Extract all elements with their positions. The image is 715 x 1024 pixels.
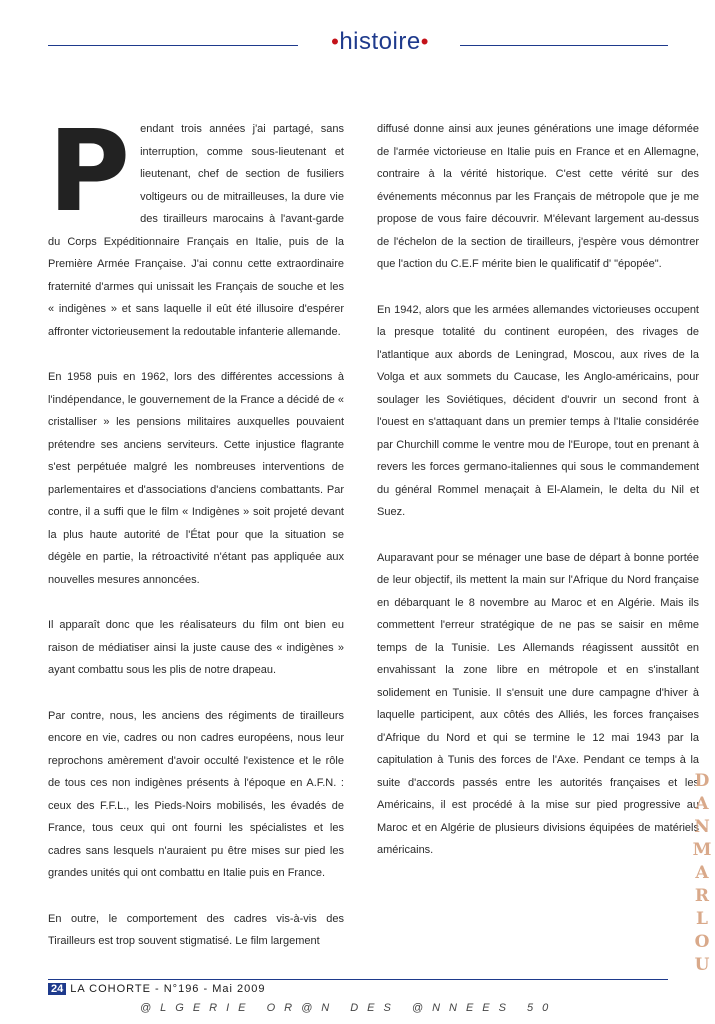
publication-info: LA COHORTE - N°196 - Mai 2009 — [70, 983, 266, 995]
paragraph-4: Par contre, nous, les anciens des régiments de tirailleurs encore en vie, cadres ou non cadres européens, nous leur reprochons amèrement d'avoir occulté l'existence et le rôle de tous ces non indigènes présents à l'époque en A.F.N. : ceux des F.F.L., les Pieds-Noirs mobilisés, les évadés de France, tous ceux qui ont fourni les spécialistes et les cadres sans lesquels n'auraient pu être mises sur pied les grandes unités qui ont combattu en Italie puis en France. — [48, 709, 344, 879]
title-bullet-right: • — [420, 29, 429, 54]
title-bullet-left: • — [331, 29, 340, 54]
header-rule-right — [460, 45, 668, 46]
footer — [48, 983, 265, 995]
paragraph-text: endant trois années j'ai partagé, sans interruption, comme sous-lieutenant et lieutenant, chef de section de fusiliers voltigeurs ou de mitrailleuses, la dure vie des tirailleurs marocains à l'avant-garde du Corps Expéditionnaire Français en Italie, puis de la Première Armée Française. J'ai connu cette extraordinaire fraternité d'armes qui unissait les Français de souche et les « indigènes » et sans laquelle il eût été illusoire d'espérer affronter victorieusement la redoutable infanterie allemande. — [48, 123, 344, 338]
paragraph-2: En 1958 puis en 1962, lors des différentes accessions à l'indépendance, le gouvernement de la France a décidé de « cristalliser » les pensions militaires auxquelles pouvaient prétendre ses anciens serviteurs. Cette injustice flagrante s'est perpétuée malgré les nombreuses interventions de parlementaires et d'associations d'anciens combattants. Par contre, il a suffi que le film « Indigènes » soit projeté devant la plus haute autorité de l'État pour que la situation se dégèle en partie, la rétroactivité n'étant pas appliquée aux nouvelles mesures annoncées. — [48, 371, 344, 586]
header-rule-left — [48, 45, 298, 46]
paragraph-8: Auparavant pour se ménager une base de départ à bonne portée de leur objectif, ils mettent la main sur l'Afrique du Nord française en débarquant le 8 novembre au Maroc et en Algérie. Mais ils commettent l'erreur stratégique de ne pas se saisir en même temps de la Tunisie. Les Allemands réagissent aussitôt en envahissant la zone libre en métropole et en s'installant solidement en Tunisie. Il s'ensuit une dure campagne d'hiver à laquelle participent, aux côtés des Alliés, les forces françaises d'Afrique du Nord et qui se termine le 12 mai 1943 par la capitulation à Tunis des forces de l'Axe. Pendant ce temps à la suite d'accords passés entre les autorités françaises et les Américains, il est procédé à la mise sur pied progressive au Maroc et en Algérie de plusieurs divisions équipées de matériels américains. — [377, 551, 699, 856]
footer-rule — [48, 979, 668, 980]
paragraph-5: En outre, le comportement des cadres vis-à-vis des Tirailleurs est trop souvent stigmatisé. Le film largement — [48, 912, 344, 947]
left-column — [48, 107, 344, 953]
paragraph-7: En 1942, alors que les armées allemandes victorieuses occupent la presque totalité du continent européen, des rivages de l'atlantique aux abords de Leningrad, Moscou, aux rives de la Volga et aux sommets du Caucase, les Anglo-américains, pour soulager les Soviétiques, décident d'ouvrir un second front à l'ouest en s'attaquant dans un premier temps à l'Italie considérée par Churchill comme le ventre mou de l'Europe, tout en prenant à revers les forces germano-italiennes qui sous le commandement du général Rommel menaçait à El-Alamein, le delta du Nil et Suez. — [377, 303, 699, 518]
paragraph-6: diffusé donne ainsi aux jeunes générations une image déformée de l'armée victorieuse en Italie puis en France et en Allemagne, contraire à la vérité historique. C'est cette vérité sur des événements méconnus par les Français de métropole que je me propose de vous faire découvrir. M'élevant largement au-dessus de l'échelon de la section de tirailleurs, j'espère vous démontrer que l'action du C.E.F mérite bien le qualificatif d' "épopée". — [377, 123, 699, 270]
page-number: 24 — [48, 983, 66, 995]
section-title — [302, 28, 458, 56]
watermark: DANMARLOU — [692, 771, 712, 975]
paragraph-3: Il apparaît donc que les réalisateurs du film ont bien eu raison de médiatiser ainsi la juste cause des « indigènes » ayant combattu sous les plis de notre drapeau. — [48, 619, 344, 676]
paragraph-1 — [48, 107, 344, 343]
dropcap: P — [48, 107, 131, 237]
footer-tagline: @LGERIE OR@N DES @NNEES 50 — [140, 1002, 558, 1014]
section-header — [48, 28, 668, 68]
section-title-text: histoire — [339, 28, 421, 55]
right-column — [377, 118, 699, 862]
